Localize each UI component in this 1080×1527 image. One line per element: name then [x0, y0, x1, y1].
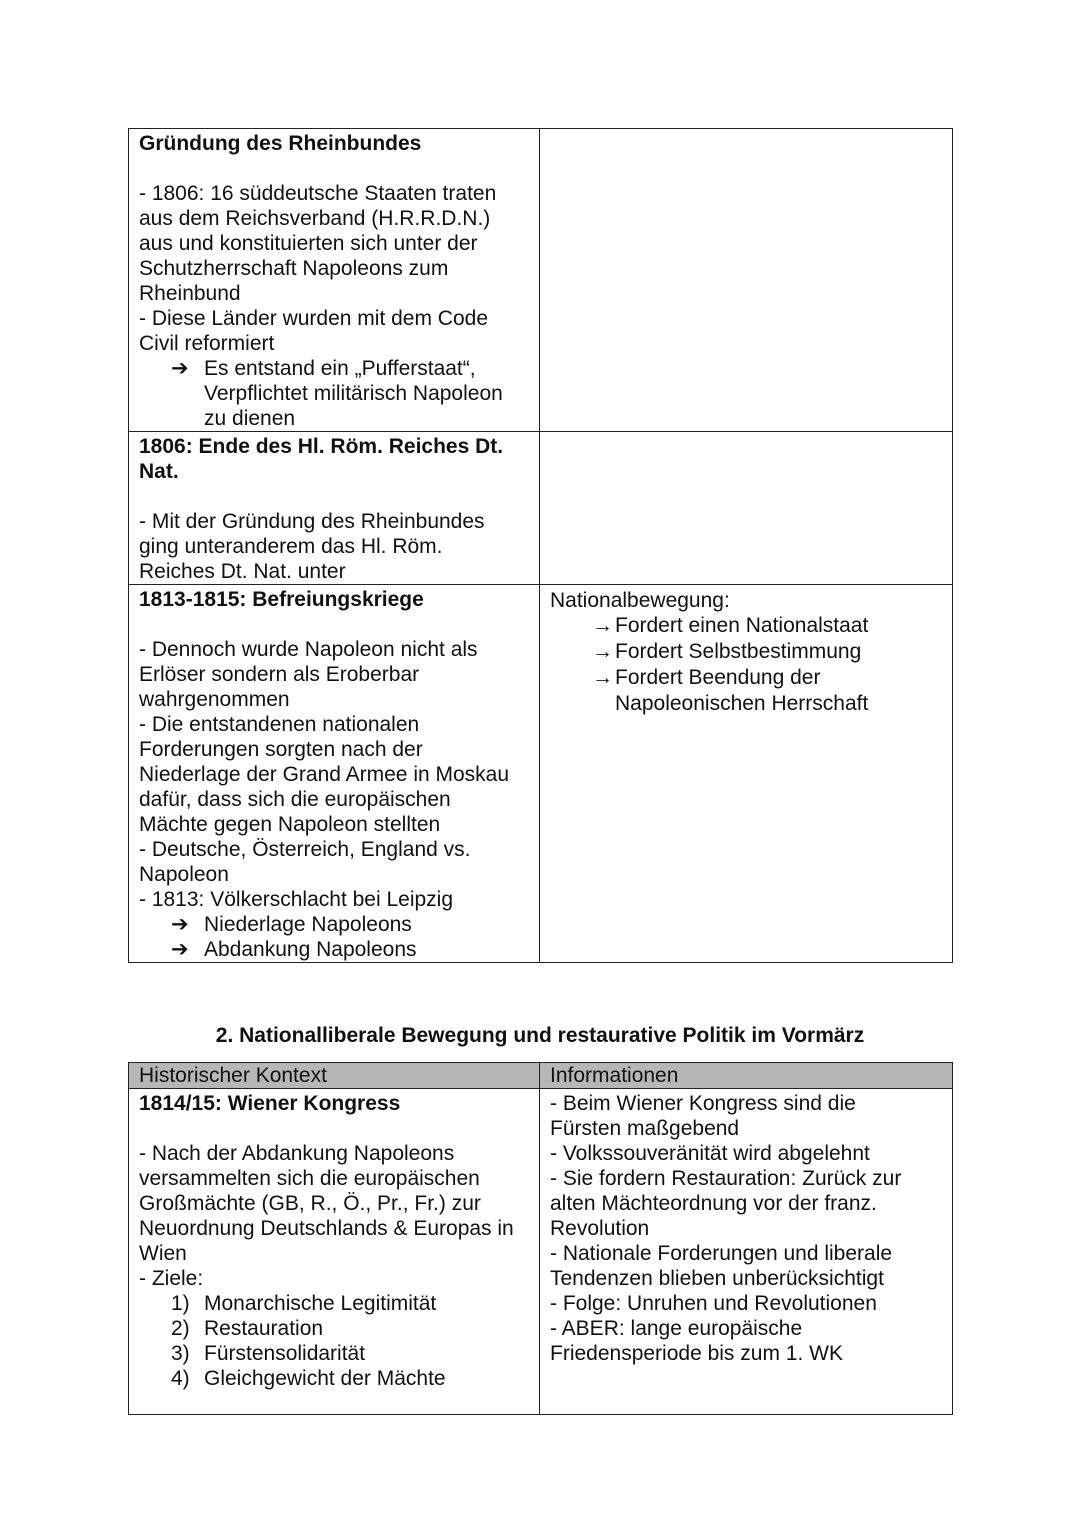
- arrow-right-icon: →: [592, 666, 613, 689]
- line: aus und konstituierten sich unter der: [139, 232, 478, 255]
- info-line: - Nationale Forderungen und liberale: [550, 1242, 893, 1265]
- demand-item: [550, 613, 942, 639]
- line: - Die entstandenen nationalen: [139, 713, 420, 736]
- line: Rheinbund: [139, 282, 241, 305]
- line: Niederlage der Grand Armee in Moskau: [139, 763, 510, 786]
- arrow-list: [139, 356, 529, 431]
- demand-text: Napoleonischen Herrschaft: [615, 692, 869, 715]
- goal-item: [139, 1316, 529, 1341]
- info-line: Friedensperiode bis zum 1. WK: [550, 1342, 843, 1365]
- info-line: - Sie fordern Restauration: Zurück zur: [550, 1167, 902, 1190]
- cell-rheinbund-context: [129, 129, 540, 432]
- history-table-1: [128, 128, 953, 963]
- goal-number: 3): [171, 1342, 190, 1365]
- line: - Mit der Gründung des Rheinbundes: [139, 510, 485, 533]
- arrow-item-continued: [139, 381, 529, 406]
- cell-wiener-kongress-info: [540, 1089, 953, 1415]
- arrow-right-icon: →: [592, 640, 613, 663]
- goal-text: Gleichgewicht der Mächte: [204, 1367, 446, 1390]
- line: dafür, dass sich die europäischen: [139, 788, 451, 811]
- arrow-text: zu dienen: [204, 407, 296, 430]
- line: - Dennoch wurde Napoleon nicht als: [139, 638, 478, 661]
- arrow-item: [139, 356, 529, 381]
- demand-text: Fordert Selbstbestimmung: [615, 640, 862, 663]
- nationalbewegung-title: Nationalbewegung:: [550, 589, 730, 612]
- arrow-text: Es entstand ein „Pufferstaat“,: [204, 357, 476, 380]
- cell-wiener-kongress-context: [129, 1089, 540, 1415]
- line: aus dem Reichsverband (H.R.R.D.N.): [139, 207, 491, 230]
- info-line: - Folge: Unruhen und Revolutionen: [550, 1292, 877, 1315]
- line: Wien: [139, 1242, 187, 1265]
- demand-list: [550, 613, 942, 717]
- line: - 1806: 16 süddeutsche Staaten traten: [139, 182, 497, 205]
- line: - Diese Länder wurden mit dem Code: [139, 307, 489, 330]
- arrow-list: [139, 912, 529, 962]
- header-historischer-kontext: Historischer Kontext: [129, 1063, 540, 1089]
- arrow-item: [139, 937, 529, 962]
- line: ging unteranderem das Hl. Röm.: [139, 535, 443, 558]
- heading-rheinbund: Gründung des Rheinbundes: [139, 132, 422, 155]
- table-header-row: [129, 1063, 953, 1089]
- demand-text: Fordert einen Nationalstaat: [615, 614, 869, 637]
- arrow-text: Abdankung Napoleons: [204, 938, 417, 961]
- info-line: - Volkssouveränität wird abgelehnt: [550, 1142, 870, 1165]
- line: Napoleon: [139, 863, 229, 886]
- cell-befreiungskriege-info: [540, 585, 953, 963]
- line: Neuordnung Deutschlands & Europas in: [139, 1217, 514, 1240]
- info-line: - Beim Wiener Kongress sind die: [550, 1092, 856, 1115]
- info-line: - ABER: lange europäische: [550, 1317, 803, 1340]
- line: Civil reformiert: [139, 332, 275, 355]
- goals-list: [139, 1291, 529, 1391]
- header-informationen: Informationen: [540, 1063, 953, 1089]
- goal-number: 1): [171, 1292, 190, 1315]
- line: - Deutsche, Österreich, England vs.: [139, 838, 471, 861]
- line: - 1813: Völkerschlacht bei Leipzig: [139, 888, 454, 911]
- cell-befreiungskriege-context: [129, 585, 540, 963]
- bold-arrow-icon: ➔: [171, 357, 189, 380]
- demand-item: [550, 665, 942, 691]
- arrow-item: [139, 912, 529, 937]
- row-rheinbund: [129, 129, 953, 432]
- goal-number: 2): [171, 1317, 190, 1340]
- bold-arrow-icon: ➔: [171, 913, 189, 936]
- info-line: Tendenzen blieben unberücksichtigt: [550, 1267, 884, 1290]
- info-line: Revolution: [550, 1217, 650, 1240]
- heading-ende-reich: 1806: Ende des Hl. Röm. Reiches Dt.: [139, 435, 504, 458]
- arrow-text: Verpflichtet militärisch Napoleon: [204, 382, 503, 405]
- goal-text: Restauration: [204, 1317, 324, 1340]
- line: Forderungen sorgten nach der: [139, 738, 423, 761]
- history-table-2: [128, 1062, 953, 1415]
- line: versammelten sich die europäischen: [139, 1167, 480, 1190]
- line: Erlöser sondern als Eroberbar: [139, 663, 420, 686]
- goal-item: [139, 1291, 529, 1316]
- goal-text: Fürstensolidarität: [204, 1342, 366, 1365]
- info-line: Fürsten maßgebend: [550, 1117, 740, 1140]
- arrow-item-continued: [139, 406, 529, 431]
- info-line: alten Mächteordnung vor der franz.: [550, 1192, 877, 1215]
- row-ende-reich: [129, 432, 953, 585]
- section-title: 2. Nationalliberale Bewegung und restaurative Politik im Vormärz: [215, 1024, 865, 1047]
- row-wiener-kongress: [129, 1089, 953, 1415]
- cell-ende-reich-context: [129, 432, 540, 585]
- line: - Ziele:: [139, 1267, 204, 1290]
- heading-ende-reich-cont: Nat.: [139, 460, 179, 483]
- goal-number: 4): [171, 1367, 190, 1390]
- cell-ende-reich-info: [540, 432, 953, 585]
- goal-text: Monarchische Legitimität: [204, 1292, 437, 1315]
- bold-arrow-icon: ➔: [171, 938, 189, 961]
- line: Großmächte (GB, R., Ö., Pr., Fr.) zur: [139, 1192, 481, 1215]
- demand-item-continued: [550, 691, 942, 717]
- heading-wiener-kongress: 1814/15: Wiener Kongress: [139, 1092, 401, 1115]
- row-befreiungskriege: [129, 585, 953, 963]
- line: - Nach der Abdankung Napoleons: [139, 1142, 455, 1165]
- goal-item: [139, 1341, 529, 1366]
- line: Reiches Dt. Nat. unter: [139, 560, 346, 583]
- arrow-text: Niederlage Napoleons: [204, 913, 412, 936]
- line: Schutzherrschaft Napoleons zum: [139, 257, 449, 280]
- line: Mächte gegen Napoleon stellten: [139, 813, 441, 836]
- goal-item: [139, 1366, 529, 1391]
- heading-befreiungskriege: 1813-1815: Befreiungskriege: [139, 588, 424, 611]
- demand-item: [550, 639, 942, 665]
- arrow-right-icon: →: [592, 614, 613, 637]
- cell-rheinbund-info: [540, 129, 953, 432]
- demand-text: Fordert Beendung der: [615, 666, 821, 689]
- line: wahrgenommen: [139, 688, 290, 711]
